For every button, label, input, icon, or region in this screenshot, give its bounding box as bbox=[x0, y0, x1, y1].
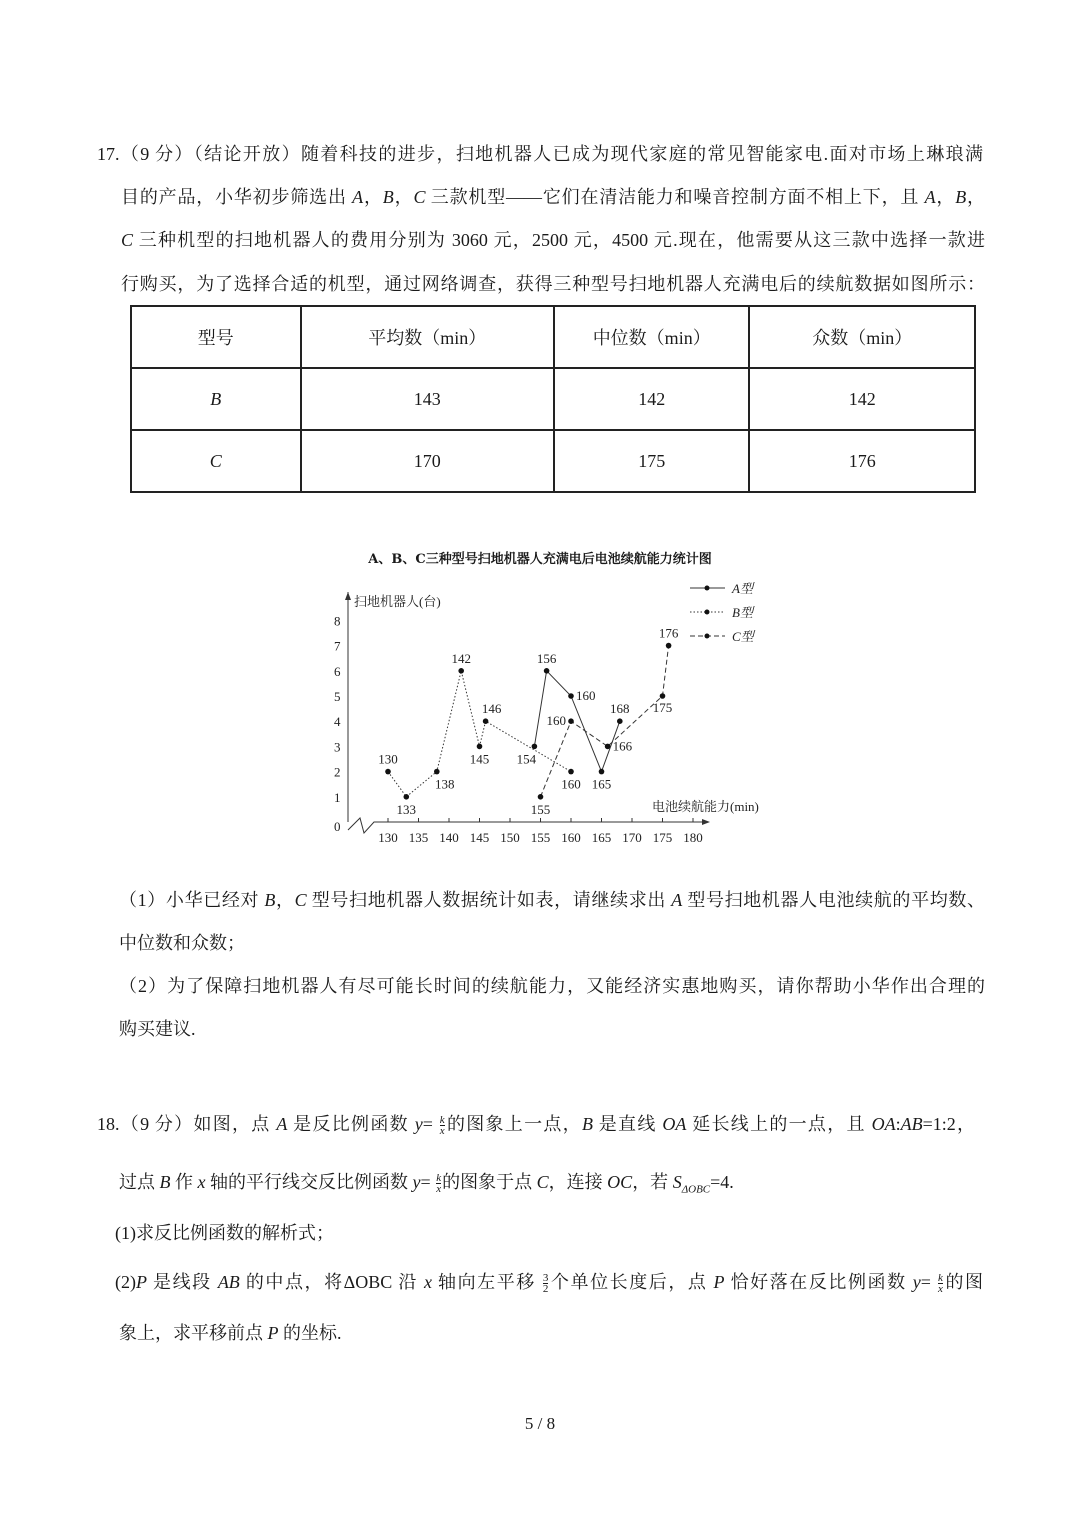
math-variable: y bbox=[912, 1272, 921, 1292]
data-label: 154 bbox=[516, 751, 537, 767]
data-point bbox=[599, 769, 605, 775]
legend-label: B型 bbox=[732, 605, 753, 620]
text-segment: 目的产品，小华初步筛选出 bbox=[121, 187, 353, 207]
text-segment: =1:2， bbox=[922, 1114, 976, 1134]
q18-line-1 bbox=[97, 1112, 975, 1136]
math-variable: C bbox=[536, 1172, 549, 1192]
y-axis-arrow bbox=[345, 592, 351, 600]
text-segment: ， bbox=[363, 187, 383, 207]
text-segment: （2）为了保障扫地机器人有尽可能长时间的续航能力，又能经济实惠地购买，请你帮助小华作出合理的 bbox=[119, 976, 985, 996]
y-tick-label: 1 bbox=[334, 789, 341, 805]
data-point bbox=[532, 744, 538, 750]
text-segment: 的图象于点 bbox=[442, 1172, 537, 1192]
data-label: 138 bbox=[435, 776, 455, 792]
header-mode: 众数（min） bbox=[749, 306, 975, 368]
text-segment: 的中点，将ΔOBC 沿 bbox=[239, 1272, 424, 1292]
table-header-row bbox=[131, 306, 975, 368]
data-point bbox=[617, 718, 623, 724]
data-point bbox=[404, 794, 410, 800]
data-label: 176 bbox=[658, 625, 679, 641]
q18-part-2-line-1 bbox=[115, 1270, 983, 1294]
x-axis-label: 电池续航能力(min) bbox=[652, 799, 759, 814]
text-segment: ， bbox=[935, 187, 956, 207]
q17-line-2 bbox=[121, 185, 985, 209]
q17-line-4 bbox=[121, 272, 985, 296]
cell-median: 175 bbox=[554, 430, 750, 492]
header-model: 型号 bbox=[131, 306, 301, 368]
text-segment: 是线段 bbox=[147, 1272, 218, 1292]
legend-marker bbox=[705, 586, 710, 591]
math-variable: A bbox=[671, 890, 683, 910]
math-variable: P bbox=[713, 1272, 725, 1292]
math-variable: A bbox=[352, 187, 364, 207]
data-point bbox=[544, 668, 550, 674]
table-row bbox=[131, 430, 975, 492]
x-tick-label: 175 bbox=[652, 830, 673, 845]
math-variable: A bbox=[924, 187, 936, 207]
x-tick-label: 180 bbox=[683, 830, 703, 845]
text-segment: ， bbox=[393, 187, 414, 207]
text-segment: 是直线 bbox=[592, 1114, 663, 1134]
math-variable: OC bbox=[607, 1172, 633, 1192]
text-segment: 的图象上一点， bbox=[445, 1114, 582, 1134]
x-tick-label: 130 bbox=[378, 830, 398, 845]
math-variable: AB bbox=[217, 1272, 240, 1292]
y-tick-label: 5 bbox=[334, 689, 341, 704]
data-label: 160 bbox=[546, 713, 566, 729]
q17-line-1 bbox=[97, 142, 983, 166]
text-segment: 轴的平行线交反比例函数 bbox=[205, 1172, 413, 1192]
math-variable: B bbox=[264, 890, 276, 910]
text-segment: = bbox=[920, 1272, 937, 1292]
text-segment: = bbox=[420, 1172, 436, 1192]
data-point bbox=[483, 718, 489, 724]
data-label: 160 bbox=[576, 688, 596, 703]
text-segment: : bbox=[895, 1114, 901, 1134]
y-axis-label: 扫地机器人(台) bbox=[354, 594, 441, 609]
math-variable: B bbox=[159, 1172, 171, 1192]
text-segment: ，若 bbox=[632, 1172, 673, 1192]
text-segment: 型号扫地机器人数据统计如表，请继续求出 bbox=[306, 890, 672, 910]
math-variable: x bbox=[197, 1172, 206, 1192]
header-median: 中位数（min） bbox=[554, 306, 750, 368]
math-fraction: $\frac{k}{x}$ bbox=[937, 1272, 943, 1296]
x-tick-label: 160 bbox=[561, 830, 581, 845]
q18-part-1 bbox=[115, 1221, 334, 1245]
text-segment: 恰好落在反比例函数 bbox=[724, 1272, 913, 1292]
x-axis-arrow bbox=[702, 819, 710, 825]
math-variable: C bbox=[294, 890, 307, 910]
math-variable: B bbox=[955, 187, 967, 207]
math-subscript: ΔOBC bbox=[681, 1183, 711, 1196]
text-segment: 三种机型的扫地机器人的费用分别为 3060 元，2500 元，4500 元.现在，他需要从这三款中选择一款进 bbox=[133, 230, 985, 250]
y-tick-label: 2 bbox=[334, 764, 341, 780]
x-tick-label: 150 bbox=[500, 830, 520, 845]
math-variable: y bbox=[412, 1172, 421, 1192]
math-variable: P bbox=[267, 1323, 279, 1343]
data-label: 165 bbox=[591, 776, 612, 792]
data-point bbox=[605, 744, 611, 750]
legend-marker bbox=[705, 634, 710, 639]
text-segment: 象上，求平移前点 bbox=[119, 1323, 268, 1343]
text-segment: 购买建议. bbox=[119, 1019, 196, 1039]
math-variable: B bbox=[382, 187, 394, 207]
q17-part-2-line-1 bbox=[119, 974, 985, 998]
x-tick-label: 165 bbox=[591, 830, 612, 845]
data-label: 168 bbox=[610, 701, 630, 717]
chart-title: A、B、C三种型号扫地机器人充满电后电池续航能力统计图 bbox=[368, 552, 712, 567]
text-segment: = bbox=[422, 1114, 439, 1134]
data-label: 156 bbox=[536, 650, 557, 666]
data-label: 146 bbox=[481, 701, 502, 717]
table-row bbox=[131, 368, 975, 430]
data-point bbox=[458, 668, 464, 674]
data-point bbox=[434, 769, 440, 775]
text-segment: 行购买，为了选择合适的机型，通过网络调查，获得三种型号扫地机器人充满电后的续航数据如图所示： bbox=[121, 274, 985, 294]
data-label: 166 bbox=[612, 738, 633, 754]
math-fraction: $\frac{3}{2}$ bbox=[542, 1272, 549, 1296]
text-segment: ， bbox=[275, 890, 295, 910]
text-segment: 作 bbox=[170, 1172, 198, 1192]
q17-line-3 bbox=[121, 228, 985, 252]
y-tick-label: 4 bbox=[334, 714, 341, 730]
math-variable: C bbox=[121, 230, 134, 250]
math-variable: B bbox=[581, 1114, 593, 1134]
text-segment: 的坐标. bbox=[278, 1323, 342, 1343]
y-tick-label: 8 bbox=[334, 613, 341, 629]
data-point bbox=[666, 643, 672, 649]
math-variable: A bbox=[276, 1114, 288, 1134]
math-variable: C bbox=[413, 187, 426, 207]
math-variable: y bbox=[414, 1114, 423, 1134]
text-segment: 中位数和众数； bbox=[119, 933, 245, 953]
math-fraction: $\frac{k}{x}$ bbox=[439, 1114, 445, 1138]
q17-part-2-line-2 bbox=[119, 1017, 196, 1041]
math-variable: OA bbox=[662, 1114, 687, 1134]
text-segment: 的图 bbox=[943, 1272, 984, 1292]
legend-label: C型 bbox=[732, 629, 754, 644]
math-variable: P bbox=[136, 1272, 147, 1292]
y-tick-label: 6 bbox=[334, 663, 341, 679]
data-label: 175 bbox=[652, 700, 673, 715]
data-point bbox=[538, 794, 544, 800]
text-segment: 17.（9 分）（结论开放）随着科技的进步，扫地机器人已成为现代家庭的常见智能家电.面对市场上琳琅满 bbox=[97, 144, 983, 164]
q17-part-1-line-1 bbox=[119, 888, 985, 912]
data-label: 160 bbox=[561, 776, 581, 792]
cell-model: C bbox=[131, 430, 301, 492]
stats-table bbox=[130, 305, 976, 493]
cell-mode: 142 bbox=[749, 368, 975, 430]
data-point bbox=[477, 744, 483, 750]
math-variable: S bbox=[672, 1172, 682, 1192]
data-point bbox=[568, 718, 574, 724]
data-point bbox=[385, 769, 391, 775]
q18-part-2-line-2 bbox=[119, 1321, 342, 1345]
text-segment: (2) bbox=[115, 1272, 136, 1292]
text-segment: 型号扫地机器人电池续航的平均数、 bbox=[682, 890, 986, 910]
math-fraction: $\frac{k}{x}$ bbox=[436, 1172, 442, 1196]
x-tick-label: 140 bbox=[439, 830, 459, 845]
data-point bbox=[568, 693, 574, 699]
x-tick-label: 135 bbox=[408, 830, 429, 845]
line-chart bbox=[330, 540, 790, 850]
cell-median: 142 bbox=[554, 368, 750, 430]
math-variable: OA bbox=[871, 1114, 896, 1134]
x-tick-label: 155 bbox=[530, 830, 551, 845]
math-variable: x bbox=[423, 1272, 432, 1292]
data-point bbox=[568, 769, 574, 775]
x-axis bbox=[348, 818, 702, 833]
data-label: 145 bbox=[469, 751, 490, 767]
q17-part-1-line-2 bbox=[119, 931, 245, 955]
cell-mean: 143 bbox=[301, 368, 554, 430]
legend-label: A型 bbox=[732, 581, 753, 596]
origin-label: 0 bbox=[334, 819, 341, 834]
text-segment: 过点 bbox=[119, 1172, 160, 1192]
data-label: 133 bbox=[396, 801, 417, 817]
text-segment: 是反比例函数 bbox=[287, 1114, 415, 1134]
data-label: 155 bbox=[530, 801, 551, 817]
data-point bbox=[660, 693, 666, 699]
y-tick-label: 7 bbox=[334, 638, 341, 654]
data-label: 142 bbox=[451, 650, 471, 666]
cell-model: B bbox=[131, 368, 301, 430]
y-tick-label: 3 bbox=[334, 739, 341, 755]
text-segment: =4. bbox=[710, 1172, 734, 1192]
text-segment: ，连接 bbox=[548, 1172, 608, 1192]
text-segment: 三款机型——它们在清洁能力和噪音控制方面不相上下，且 bbox=[425, 187, 925, 207]
cell-mode: 176 bbox=[749, 430, 975, 492]
text-segment: 延长线上的一点，且 bbox=[686, 1114, 872, 1134]
data-label: 130 bbox=[378, 751, 398, 767]
text-segment: （1）小华已经对 bbox=[119, 890, 265, 910]
header-mean: 平均数（min） bbox=[301, 306, 554, 368]
x-tick-label: 170 bbox=[622, 830, 642, 845]
q18-line-2 bbox=[119, 1170, 734, 1202]
math-variable: AB bbox=[900, 1114, 923, 1134]
legend-marker bbox=[705, 610, 710, 615]
text-segment: 个单位长度后，点 bbox=[549, 1272, 714, 1292]
page-number: 5 / 8 bbox=[524, 1414, 556, 1433]
text-segment: ， bbox=[966, 187, 986, 207]
text-segment: 18.（9 分）如图，点 bbox=[97, 1114, 277, 1134]
text-segment: (1)求反比例函数的解析式； bbox=[115, 1223, 334, 1243]
cell-mean: 170 bbox=[301, 430, 554, 492]
x-tick-label: 145 bbox=[469, 830, 490, 845]
text-segment: 轴向左平移 bbox=[431, 1272, 542, 1292]
